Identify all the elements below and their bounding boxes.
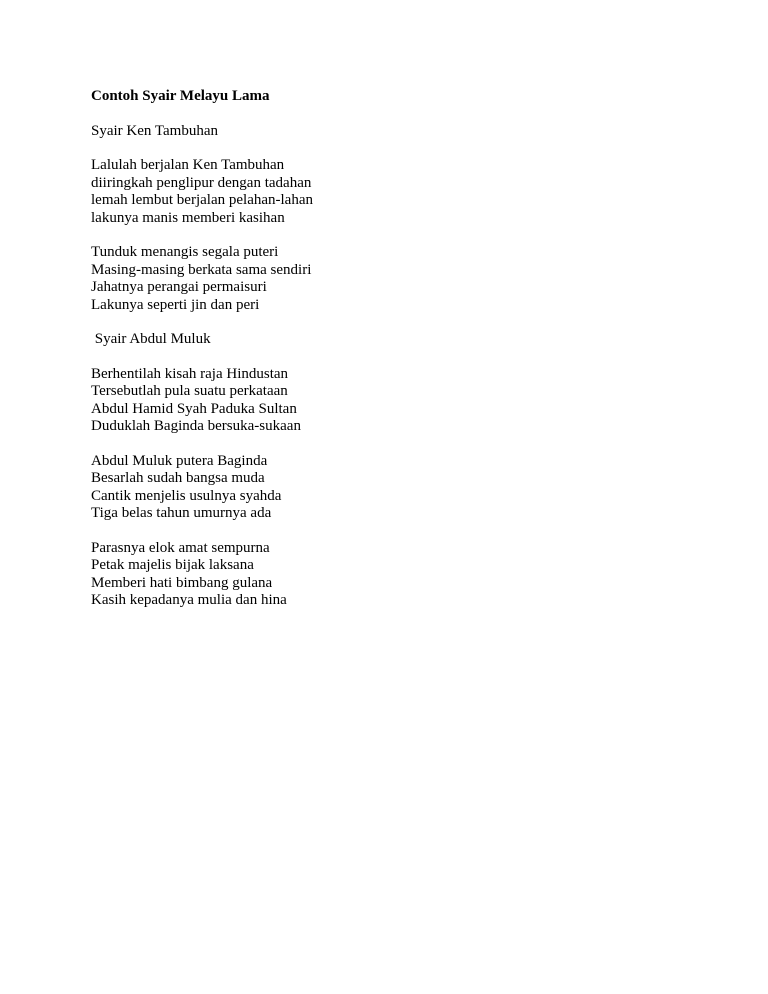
poem-line: Tiga belas tahun umurnya ada <box>91 505 272 521</box>
poem-heading-abdul-muluk: Syair Abdul Muluk <box>91 331 211 347</box>
poem-line: Petak majelis bijak laksana <box>91 557 254 573</box>
poem-line: Jahatnya perangai permaisuri <box>91 279 267 295</box>
poem-heading-ken-tambuhan: Syair Ken Tambuhan <box>91 122 218 139</box>
poem-line: Parasnya elok amat sempurna <box>91 539 270 556</box>
document-title: Contoh Syair Melayu Lama <box>91 88 270 104</box>
stanza <box>91 244 731 314</box>
stanza <box>91 453 731 523</box>
poem-line: Abdul Hamid Syah Paduka Sultan <box>91 400 297 417</box>
poem-line: lakunya manis memberi kasihan <box>91 209 285 226</box>
poem-line: Berhentilah kisah raja Hindustan <box>91 365 289 382</box>
stanza <box>91 540 731 610</box>
poem-line: diiringkah penglipur dengan tadahan <box>91 174 312 191</box>
poem-line: Besarlah sudah bangsa muda <box>91 470 265 486</box>
poem-line: Duduklah Baginda bersuka-sukaan <box>91 418 301 434</box>
poem-line: Memberi hati bimbang gulana <box>91 574 273 591</box>
stanza <box>91 157 731 227</box>
poem-line: Tersebutlah pula suatu perkataan <box>91 383 288 399</box>
poem-line: Abdul Muluk putera Baginda <box>91 452 268 469</box>
poem-line: Masing-masing berkata sama sendiri <box>91 261 312 278</box>
document-page <box>91 88 731 627</box>
stanza <box>91 366 731 436</box>
poem-line: Lakunya seperti jin dan peri <box>91 296 260 313</box>
poem-line: Lalulah berjalan Ken Tambuhan <box>91 157 285 173</box>
poem-line: Cantik menjelis usulnya syahda <box>91 487 282 504</box>
poem-line: lemah lembut berjalan pelahan-lahan <box>91 192 313 208</box>
poem-line: Kasih kepadanya mulia dan hina <box>91 592 287 608</box>
poem-line: Tunduk menangis segala puteri <box>91 244 279 260</box>
